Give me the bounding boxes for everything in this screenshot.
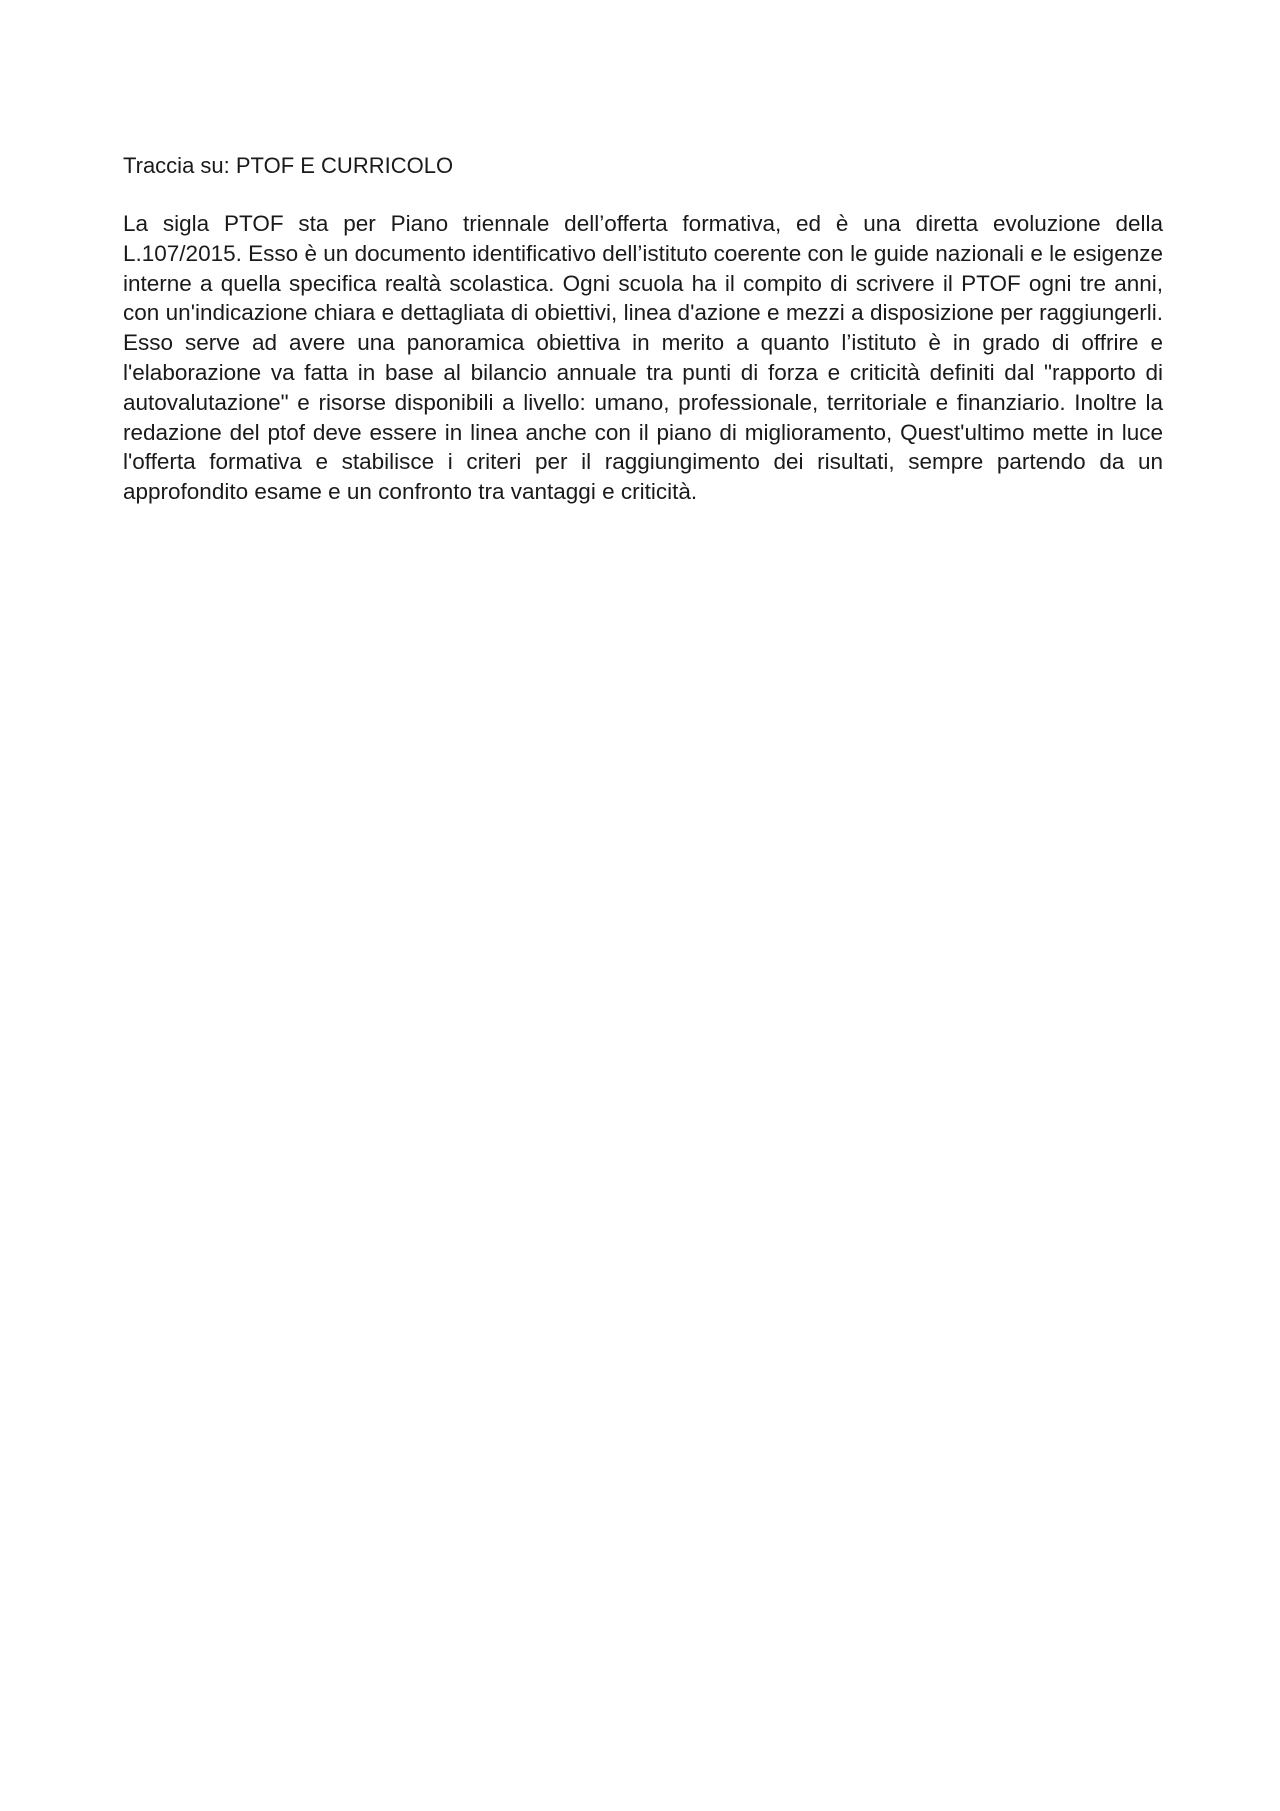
document-content <box>123 151 1163 507</box>
document-title: Traccia su: PTOF E CURRICOLO <box>123 153 454 178</box>
document-body-paragraph: La sigla PTOF sta per Piano triennale dell’offerta formativa, ed è una diretta evoluzione della L.107/2015. Esso è un documento identificativo dell’istituto coerente con le guide nazionali e le esigenze interne a quella specifica realtà scolastica. Ogni scuola ha il compito di scrivere il PTOF ogni tre anni, con un'indicazione chiara e dettagliata di obiettivi, linea d'azione e mezzi a disposizione per raggiungerli. Esso serve ad avere una panoramica obiettiva in merito a quanto l’istituto è in grado di offrire e l'elaborazione va fatta in base al bilancio annuale tra punti di forza e criticità definiti dal "rapporto di autovalutazione" e risorse disponibili a livello: umano, professionale, territoriale e finanziario. Inoltre la redazione del ptof deve essere in linea anche con il piano di miglioramento, Quest'ultimo mette in luce l'offerta formativa e stabilisce i criteri per il raggiungimento dei risultati, sempre partendo da un approfondito esame e un confronto tra vantaggi e criticità. <box>123 211 1163 505</box>
